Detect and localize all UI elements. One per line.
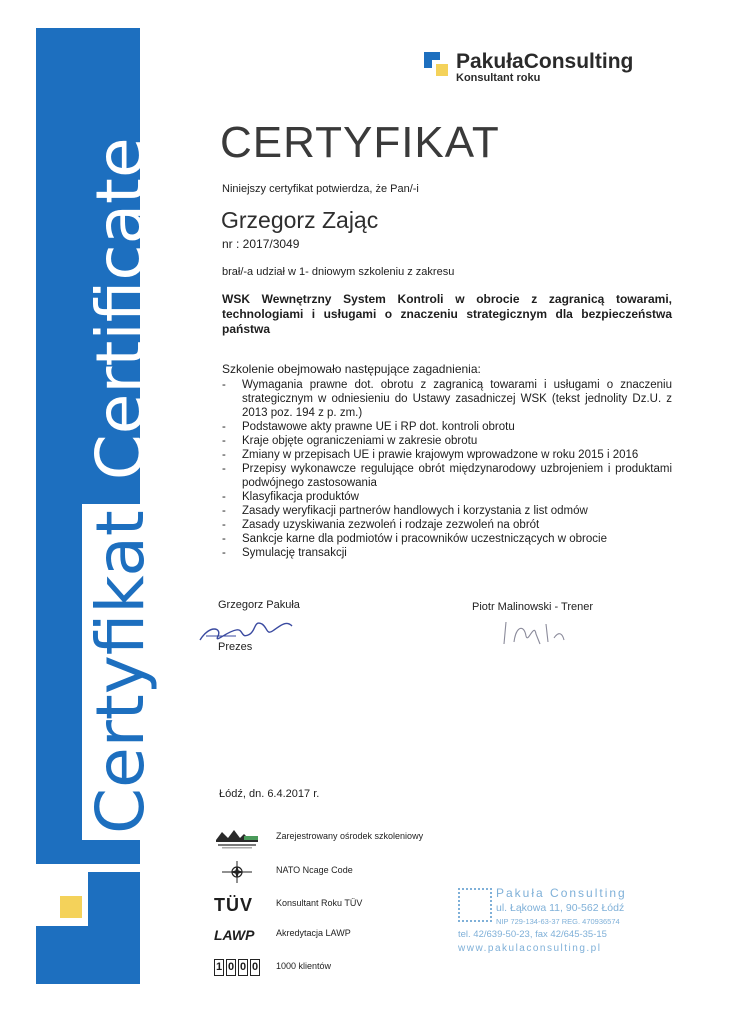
topic-item: - Wymagania prawne dot. obrotu z zagranicą towarami i usługami o znaczeniu strategicznym w odniesieniu do Ustawy zasadniczej WSK (tekst jednolity Dz.U. z 2013 poz. 194 z p. zm.)	[222, 378, 672, 420]
lawp-logo: LAWP	[214, 927, 255, 943]
topic-item: - Przepisy wykonawcze regulujące obrót międzynarodowy uzbrojeniem i produktami podwójnego zastosowania	[222, 462, 672, 490]
confirmation-text: Niniejszy certyfikat potwierdza, że Pan/-i	[222, 183, 419, 195]
certificate-title: CERTYFIKAT	[220, 118, 500, 167]
sidebar-emblem-yellow	[60, 896, 82, 918]
topic-item: - Zmiany w przepisach UE i prawie krajowym wprowadzone w roku 2015 i 2016	[222, 448, 672, 462]
sidebar-word-certyfikat: Certyfikat	[82, 504, 159, 840]
sidebar-words	[82, 137, 159, 840]
place-and-date: Łódź, dn. 6.4.2017 r.	[219, 788, 320, 800]
stamp-address: ul. Łąkowa 11, 90-562 Łódź	[496, 902, 625, 914]
affiliation-tuv	[212, 893, 472, 917]
topic-item: - Klasyfikacja produktów	[222, 490, 672, 504]
topics-intro: Szkolenie obejmowało następujące zagadnienia:	[222, 362, 481, 376]
topics-list	[222, 378, 672, 560]
affiliation-lawp	[212, 923, 472, 947]
signatory-left-name: Grzegorz Pakuła	[218, 599, 300, 611]
logo-name: PakułaConsulting	[456, 50, 634, 73]
affiliation-label: NATO Ncage Code	[276, 865, 353, 875]
affiliation-label: Akredytacja LAWP	[276, 928, 351, 938]
topic-item: - Symulację transakcji	[222, 546, 672, 560]
stamp-phone-fax: tel. 42/639-50-23, fax 42/645-35-15	[458, 929, 607, 940]
affiliation-label: 1000 klientów	[276, 961, 332, 971]
clients-logo-digit: 1	[214, 959, 224, 976]
topic-item: - Sankcje karne dla podmiotów i pracowników uczestniczących w obrocie	[222, 532, 672, 546]
clients-1000-logo	[214, 956, 260, 983]
affiliation-label: Zarejestrowany ośrodek szkoleniowy	[276, 831, 424, 841]
stamp-company-name: Pakuła Consulting	[496, 886, 627, 900]
affiliation-registered-center	[212, 826, 472, 850]
clients-logo-digit: 0	[238, 959, 248, 976]
topic-item: - Podstawowe akty prawne UE i RP dot. kontroli obrotu	[222, 420, 672, 434]
affiliation-label: Konsultant Roku TÜV	[276, 898, 363, 908]
stamp-website: www.pakulaconsulting.pl	[458, 943, 602, 954]
participation-text: brał/-a udział w 1- dniowym szkoleniu z zakresu	[222, 266, 455, 278]
recipient-name: Grzegorz Zając	[221, 207, 379, 233]
clients-logo-digit: 0	[226, 959, 236, 976]
logo-tagline: Konsultant roku	[456, 72, 541, 84]
topic-item: - Zasady uzyskiwania zezwoleń i rodzaje zezwoleń na obrót	[222, 518, 672, 532]
signature-left-scribble	[196, 606, 306, 646]
clients-logo-digit: 0	[250, 959, 260, 976]
signatory-left-role: Prezes	[218, 641, 253, 653]
training-registry-logo-icon	[214, 826, 260, 850]
certificate-number: nr : 2017/3049	[222, 237, 300, 251]
company-stamp	[458, 886, 644, 962]
signature-right-scribble	[500, 614, 580, 650]
signatory-right-name: Piotr Malinowski - Trener	[472, 601, 594, 613]
tuv-logo: TÜV	[214, 895, 253, 915]
topic-item: - Zasady weryfikacji partnerów handlowych i korzystania z list odmów	[222, 504, 672, 518]
stamp-qr-icon	[458, 888, 492, 922]
affiliation-nato	[212, 860, 472, 884]
topic-item: - Kraje objęte ograniczeniami w zakresie obrotu	[222, 434, 672, 448]
stamp-tax-id: NIP 729-134-63-37 REG. 470936574	[496, 917, 620, 926]
logo-squares-icon	[424, 52, 450, 78]
sidebar-word-certificate: Certificate	[82, 137, 159, 481]
course-title: WSK Wewnętrzny System Kontroli w obrocie z zagranicą towarami, technologiami i usługami o znaczeniu strategicznym dla bezpieczeństwa państwa	[222, 292, 672, 336]
affiliation-1000-clients	[212, 956, 472, 980]
nato-star-icon	[214, 860, 260, 884]
